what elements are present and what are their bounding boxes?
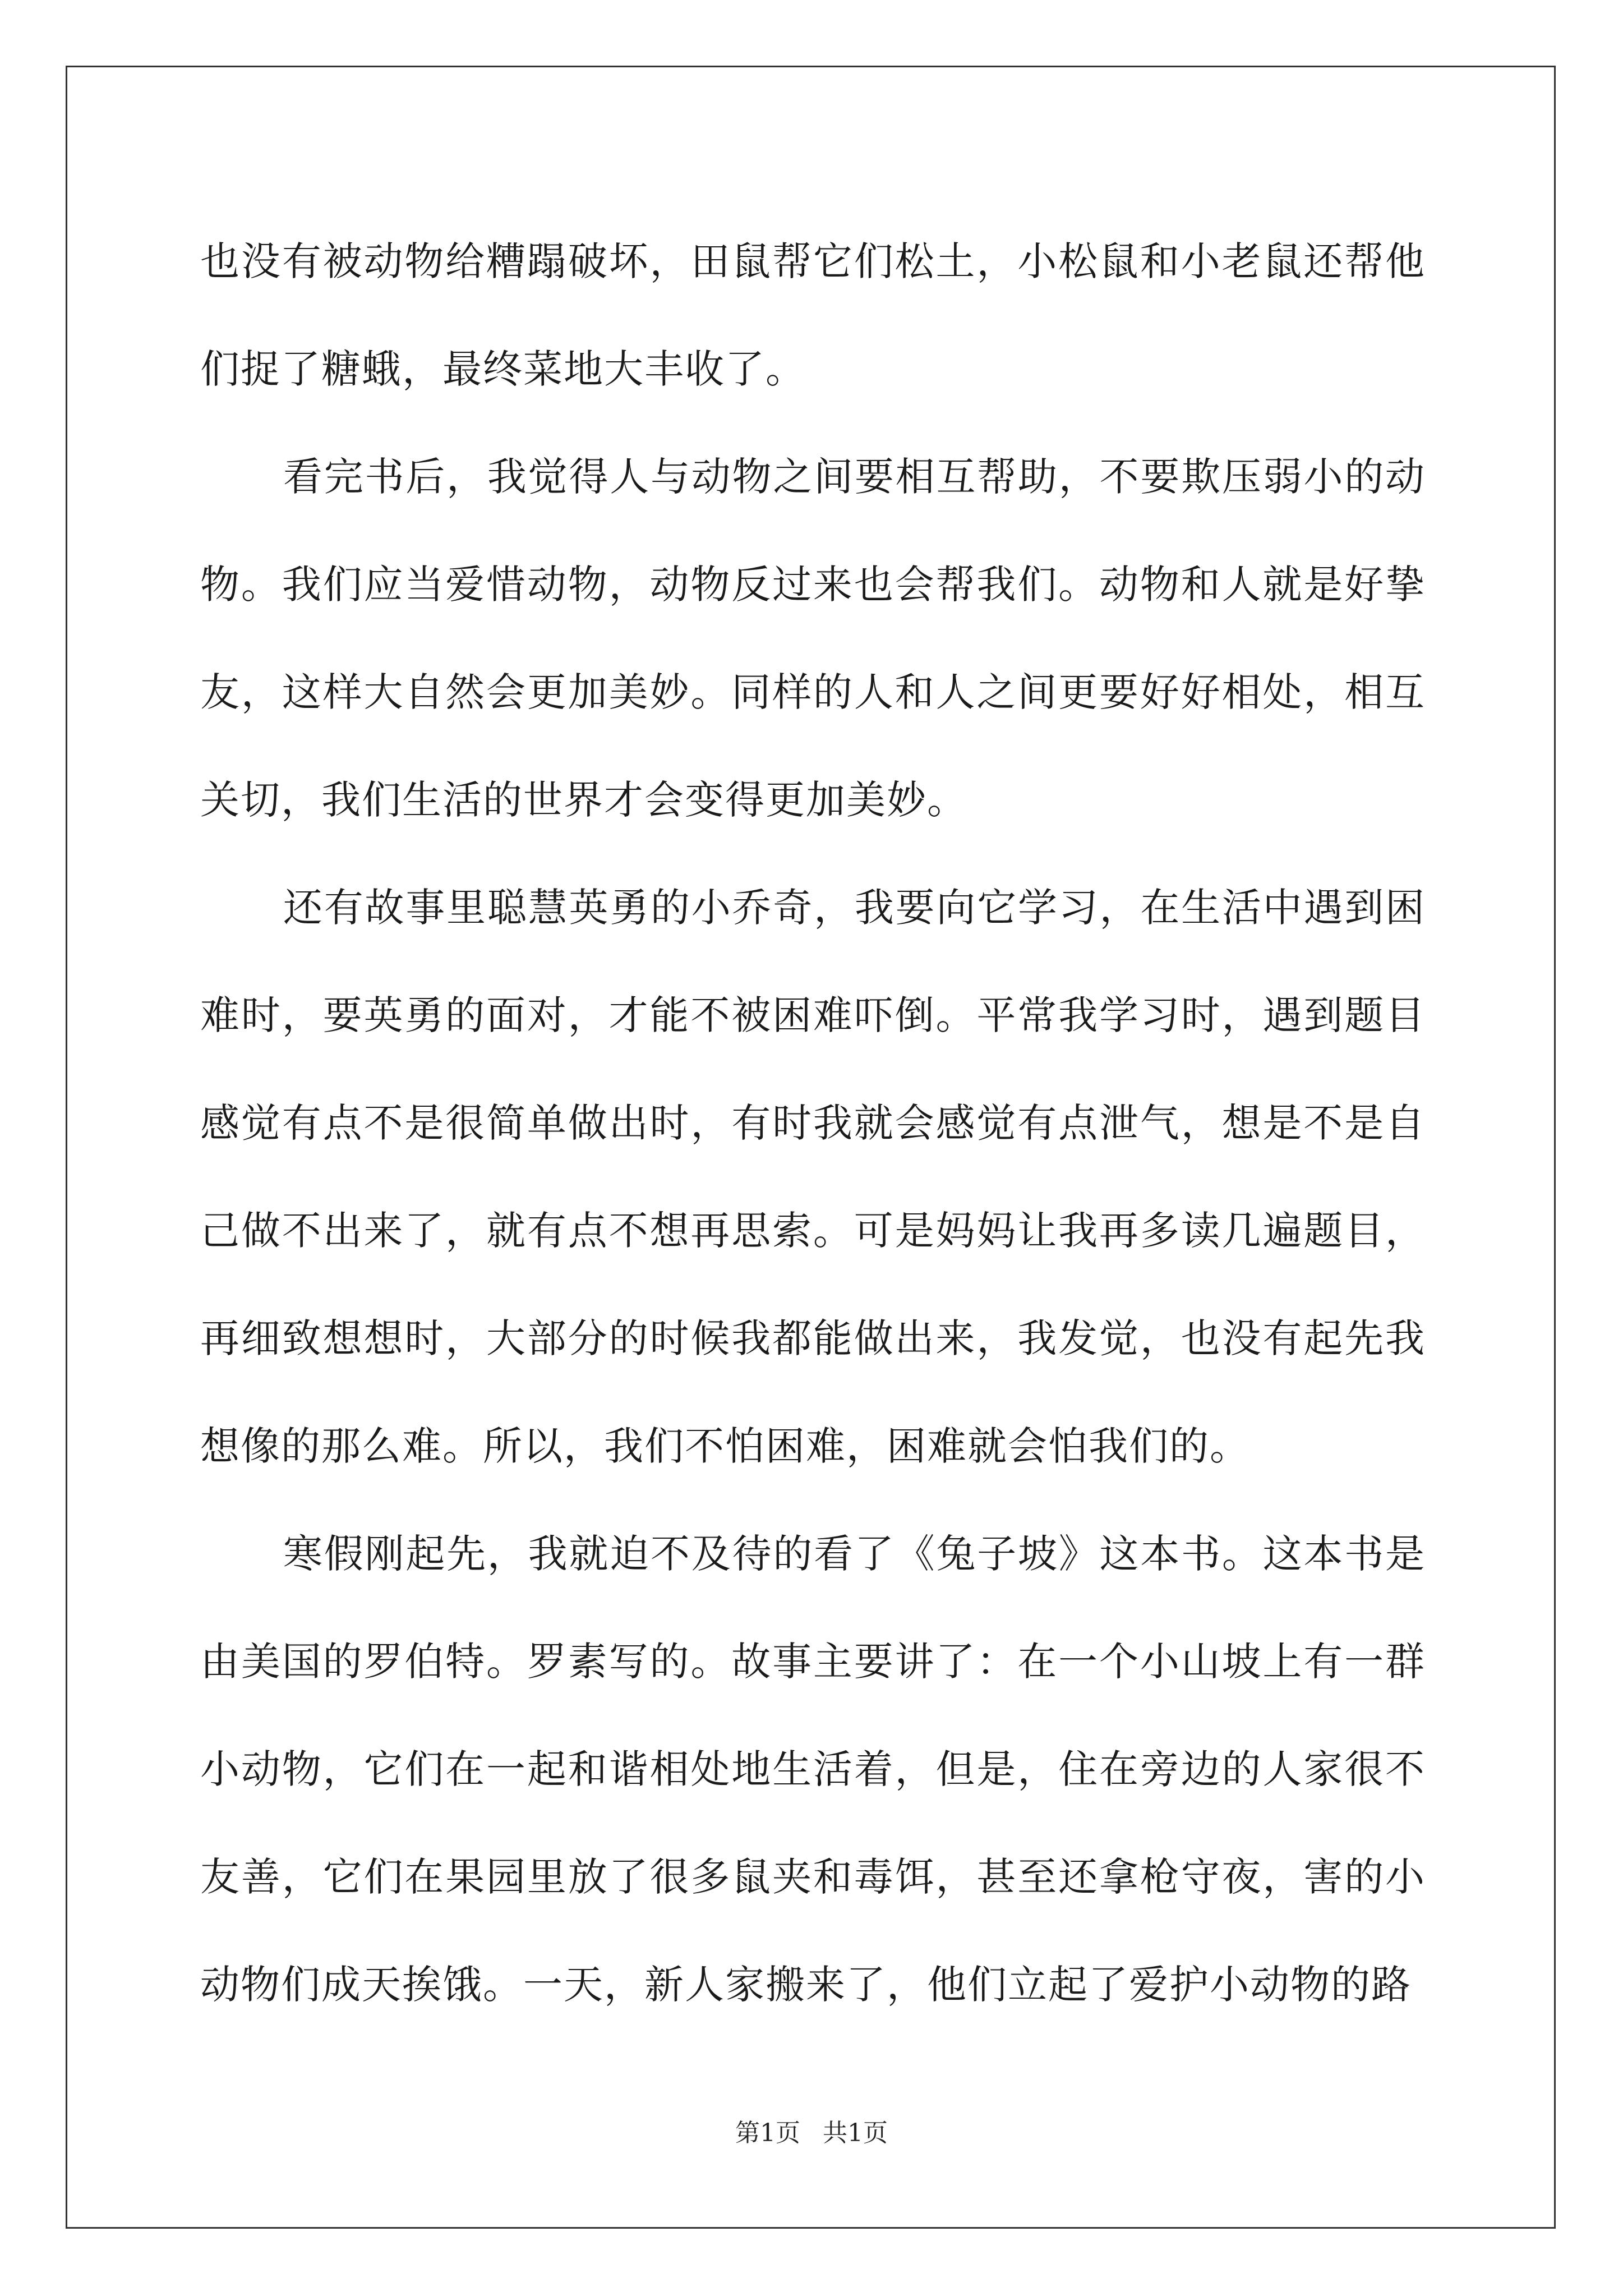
- page-number: 第1页: [735, 2119, 800, 2147]
- paragraph-2: 看完书后，我觉得人与动物之间要相互帮助，不要欺压弱小的动物。我们应当爱惜动物，动物反过来也会帮我们。动物和人就是好挚友，这样大自然会更加美妙。同样的人和人之间更要好好相处，相互关切，我们生活的世界才会变得更加美妙。: [200, 454, 1426, 823]
- paragraph-1: 也没有被动物给糟蹋破坏，田鼠帮它们松土，小松鼠和小老鼠还帮他们捉了糖蛾，最终菜地大丰收了。: [200, 238, 1426, 392]
- page-footer: [0, 2116, 1623, 2150]
- paragraph-4: 寒假刚起先，我就迫不及待的看了《兔子坡》这本书。这本书是由美国的罗伯特。罗素写的。故事主要讲了：在一个小山坡上有一群小动物，它们在一起和谐相处地生活着，但是，住在旁边的人家很不友善，它们在果园里放了很多鼠夹和毒饵，甚至还拿枪守夜，害的小动物们成天挨饿。一天，新人家搬来了，他们立起了爱护小动物的路: [200, 1531, 1426, 2008]
- page-total: 共1页: [823, 2119, 888, 2147]
- paragraph-3: 还有故事里聪慧英勇的小乔奇，我要向它学习，在生活中遇到困难时，要英勇的面对，才能不被困难吓倒。平常我学习时，遇到题目感觉有点不是很简单做出时，有时我就会感觉有点泄气，想是不是自己做不出来了，就有点不想再思索。可是妈妈让我再多读几遍题目，再细致想想时，大部分的时候我都能做出来，我发觉，也没有起先我想像的那么难。所以，我们不怕困难，困难就会怕我们的。: [200, 885, 1426, 1469]
- document-body: [200, 208, 1426, 2039]
